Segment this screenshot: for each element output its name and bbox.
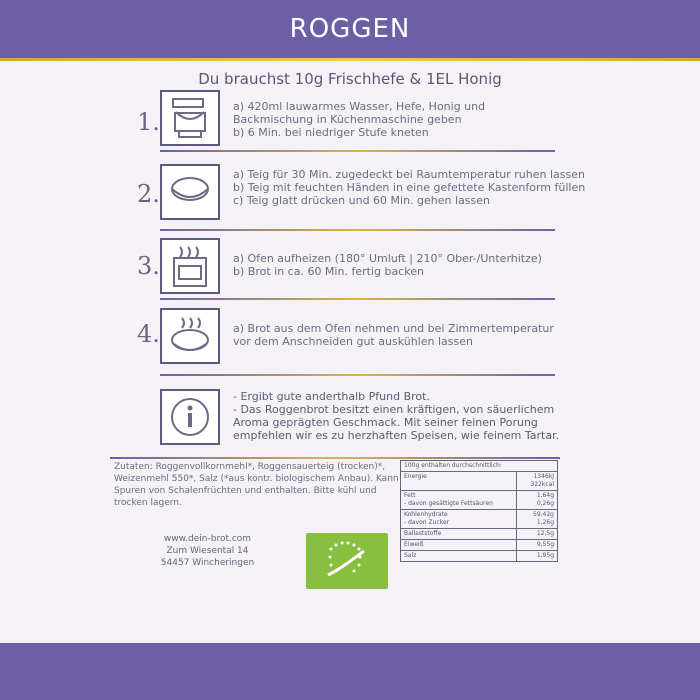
- nutrient-label: Fett - davon gesättigte Fettsäuren: [401, 491, 517, 510]
- nutrient-value: 59,42g 1,26g: [517, 510, 558, 529]
- note-line: - Das Roggenbrot besitzt einen kräftigen, von säuerlichem: [233, 403, 555, 416]
- step-3-text: [233, 252, 542, 278]
- note-line: empfehlen wir es zu herzhaften Speisen, wie feinem Tartar.: [233, 429, 560, 442]
- step-2-text: [233, 168, 585, 207]
- step-line: vor dem Anschneiden gut auskühlen lassen: [233, 335, 473, 348]
- step-line: c) Teig glatt drücken und 60 Min. gehen lassen: [233, 194, 491, 207]
- nutrient-value: 1346kJ 322kcal: [517, 472, 558, 491]
- nutrient-label: Eiweiß: [401, 540, 517, 551]
- website: www.dein-brot.com: [163, 534, 252, 544]
- note-line: Aroma geprägten Geschmack. Mit seiner feinen Porung: [233, 416, 538, 429]
- table-row: [401, 461, 558, 472]
- step-line: a) Teig für 30 Min. zugedeckt bei Raumtemperatur ruhen lassen: [233, 168, 585, 181]
- table-header: 100g enthalten durchschnittlich:: [404, 462, 502, 469]
- info-icon: [160, 389, 220, 445]
- ingredients: Zutaten: Roggenvollkornmehl*, Roggensauerteig (trocken)*, Weizenmehl 550*, Salz (*aus kontr. biologischem Anbau). Kann Spuren von Schalenfrüchten und enthalten. Bitte kühl und trocken lagern.: [114, 462, 399, 508]
- step-line: b) Brot in ca. 60 Min. fertig backen: [233, 265, 424, 278]
- bread-icon: [160, 308, 220, 364]
- gold-divider: [0, 58, 700, 61]
- oven-icon: [160, 238, 220, 294]
- city: 54457 Wincheringen: [160, 558, 255, 568]
- note-line: - Ergibt gute anderthalb Pfund Brot.: [233, 390, 430, 403]
- organic-logo: [306, 533, 388, 589]
- mixer-icon: [160, 90, 220, 146]
- divider: [110, 457, 560, 459]
- table-row: [401, 551, 558, 562]
- nutrient-label: Salz: [401, 551, 517, 562]
- step-line: a) 420ml lauwarmes Wasser, Hefe, Honig und: [233, 100, 486, 113]
- divider: [160, 298, 555, 300]
- step-1-text: [233, 100, 485, 139]
- nutrient-value: 1,95g: [517, 551, 558, 562]
- nutrient-label: Kohlenhydrate - davon Zucker: [401, 510, 517, 529]
- step-line: a) Ofen aufheizen (180° Umluft | 210° Ober-/Unterhitze): [233, 252, 542, 265]
- table-row: [401, 510, 558, 529]
- step-number: 4.: [137, 320, 160, 348]
- table-row: [401, 472, 558, 491]
- page-footer: [0, 643, 700, 700]
- divider: [160, 229, 555, 231]
- nutrient-value: 12,5g: [517, 529, 558, 540]
- page-header: [0, 0, 700, 58]
- nutrition-table: [400, 460, 558, 562]
- step-number: 2.: [137, 180, 160, 208]
- step-number: 3.: [137, 252, 160, 280]
- bowl-icon: [160, 164, 220, 220]
- step-line: a) Brot aus dem Ofen nehmen und bei Zimmertemperatur: [233, 322, 554, 335]
- notes: [233, 390, 559, 442]
- street: Zum Wiesental 14: [166, 546, 249, 556]
- table-row: [401, 491, 558, 510]
- step-line: b) Teig mit feuchten Händen in eine gefettete Kastenform füllen: [233, 181, 586, 194]
- page-title: ROGGEN: [289, 14, 411, 44]
- nutrient-value: 1,64g 0,26g: [517, 491, 558, 510]
- nutrient-label: Ballaststoffe: [401, 529, 517, 540]
- table-row: [401, 529, 558, 540]
- subtitle: Du brauchst 10g Frischhefe & 1EL Honig: [198, 70, 502, 88]
- step-line: Backmischung in Küchenmaschine geben: [233, 113, 462, 126]
- table-row: [401, 540, 558, 551]
- contact: [160, 533, 255, 569]
- divider: [160, 374, 555, 376]
- step-4-text: [233, 322, 554, 348]
- divider: [160, 150, 555, 152]
- step-line: b) 6 Min. bei niedriger Stufe kneten: [233, 126, 429, 139]
- step-number: 1.: [137, 108, 160, 136]
- nutrient-value: 9,55g: [517, 540, 558, 551]
- nutrient-label: Energie: [401, 472, 517, 491]
